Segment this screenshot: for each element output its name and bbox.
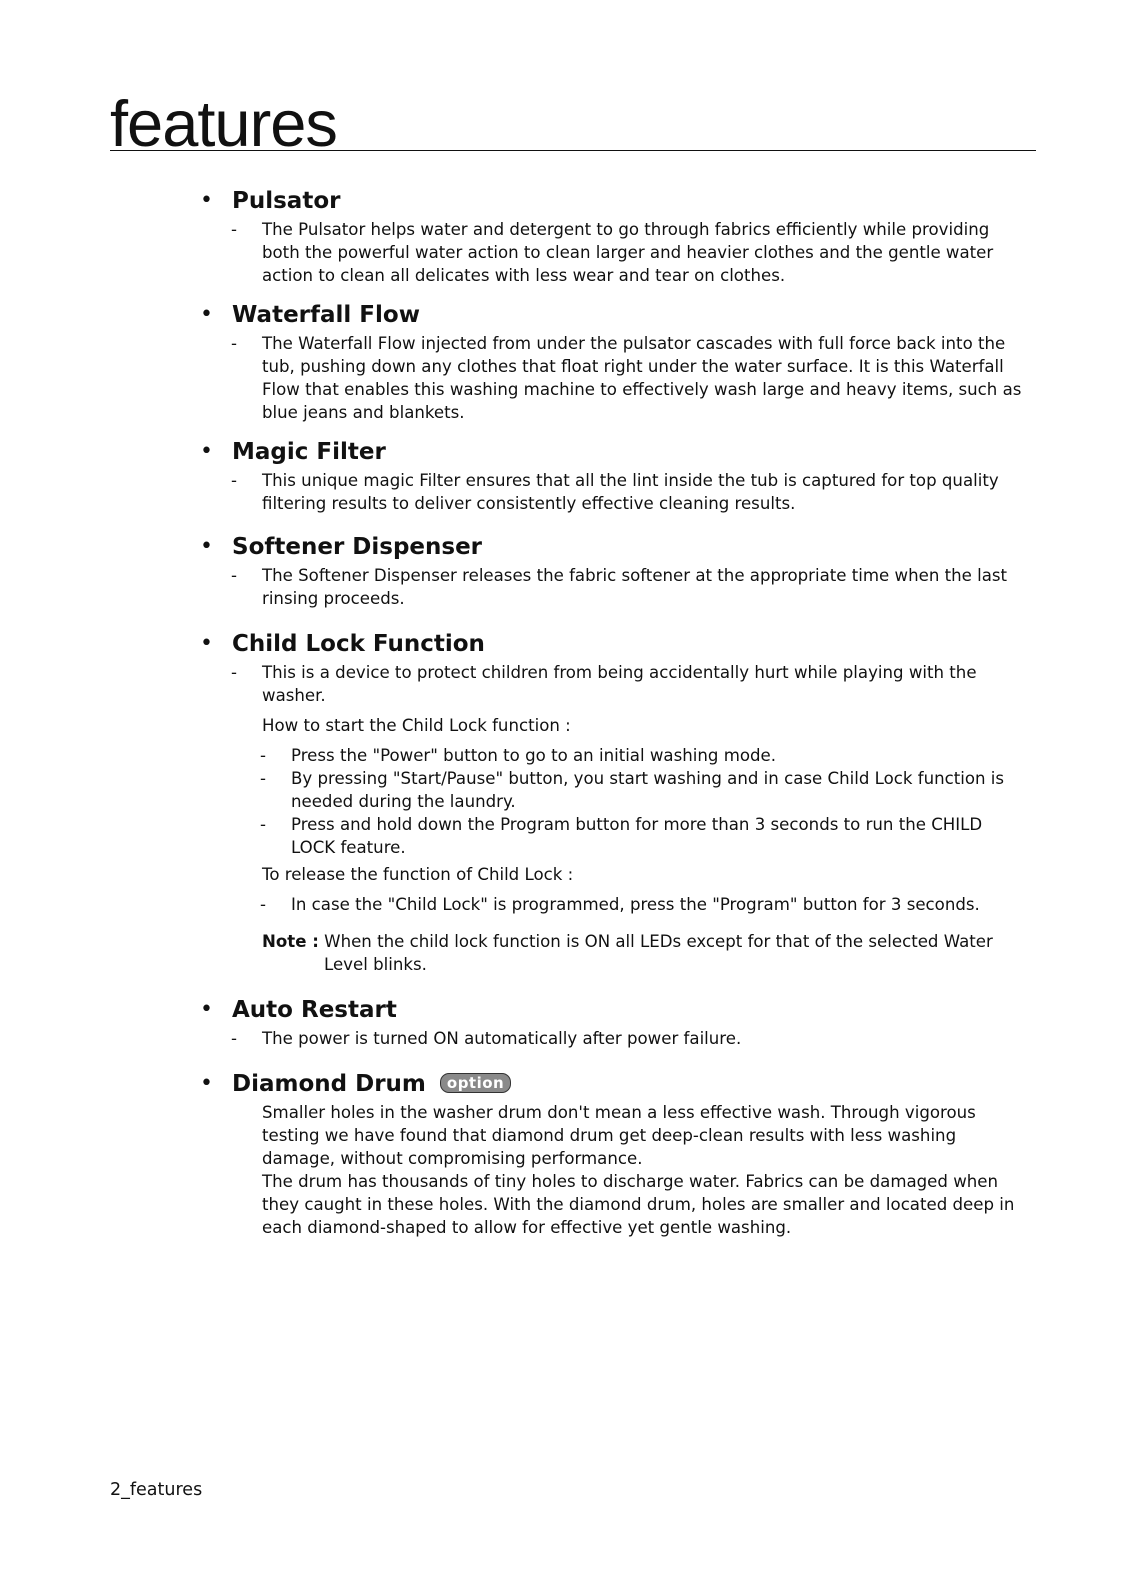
step-item <box>200 744 1030 767</box>
section-title-text: Diamond Drum <box>232 1071 426 1097</box>
section-auto-restart <box>200 995 1030 1050</box>
step-item <box>200 813 1030 859</box>
dash-icon: - <box>231 1029 237 1048</box>
dash-icon: - <box>231 220 237 239</box>
option-badge: option <box>440 1073 511 1093</box>
list-item <box>200 564 1030 610</box>
section-magic-filter <box>200 437 1030 515</box>
dash-icon: - <box>260 815 266 834</box>
step-item <box>200 767 1030 813</box>
dash-icon: - <box>260 895 266 914</box>
section-header <box>200 629 1030 661</box>
section-title: Pulsator <box>232 188 341 214</box>
section-pulsator <box>200 186 1030 287</box>
step-text: By pressing "Start/Pause" button, you start washing and in case Child Lock function is needed during the laundry. <box>291 769 1005 811</box>
section-header <box>200 186 1030 218</box>
section-title: Waterfall Flow <box>232 302 420 328</box>
dash-icon: - <box>260 769 266 788</box>
section-waterfall-flow <box>200 300 1030 424</box>
bullet-icon: • <box>200 997 213 1022</box>
description-paragraph: Smaller holes in the washer drum don't mean a less effective wash. Through vigorous testing we have found that diamond drum get deep-clean results with less washing damage, without compromising performance. <box>262 1103 976 1168</box>
page-footer: 2_features <box>110 1480 203 1500</box>
item-text: The Waterfall Flow injected from under the pulsator cascades with full force back into the tub, pushing down any clothes that float right under the water surface. It is this Waterfall Flow that enables this washing machine to effectively wash large and heavy items, such as blue jeans and blankets. <box>262 334 1022 422</box>
note-text-continued: Level blinks. <box>324 955 427 974</box>
item-text: The Pulsator helps water and detergent to go through fabrics efficiently while providing both the powerful water action to clean larger and heavier clothes and the gentle water action to clean all delicates with less wear and tear on clothes. <box>262 220 994 285</box>
list-item <box>200 332 1030 424</box>
item-text: This is a device to protect children from being accidentally hurt while playing with the washer. <box>262 663 977 705</box>
section-title <box>232 1069 511 1099</box>
section-header <box>200 995 1030 1027</box>
step-text: In case the "Child Lock" is programmed, press the "Program" button for 3 seconds. <box>291 895 980 914</box>
bullet-icon: • <box>200 439 213 464</box>
item-text: The power is turned ON automatically after power failure. <box>262 1029 742 1048</box>
note-label: Note : <box>262 932 319 951</box>
section-title: Softener Dispenser <box>232 534 483 560</box>
start-heading: How to start the Child Lock function : <box>262 716 571 735</box>
list-item <box>200 1027 1030 1050</box>
step-text: Press and hold down the Program button for more than 3 seconds to run the CHILD LOCK feature. <box>291 815 983 857</box>
note-text: When the child lock function is ON all LEDs except for that of the selected Water <box>324 932 993 951</box>
section-child-lock <box>200 629 1030 976</box>
description-paragraph: The drum has thousands of tiny holes to discharge water. Fabrics can be damaged when they caught in these holes. With the diamond drum, holes are smaller and located deep in each diamond-shaped to allow for effective yet gentle washing. <box>262 1172 1015 1237</box>
bullet-icon: • <box>200 1071 213 1096</box>
bullet-icon: • <box>200 631 213 656</box>
release-heading: To release the function of Child Lock : <box>262 865 574 884</box>
list-item <box>200 469 1030 515</box>
section-title: Child Lock Function <box>232 631 485 657</box>
section-title: Magic Filter <box>232 439 386 465</box>
dash-icon: - <box>231 566 237 585</box>
section-header <box>200 532 1030 564</box>
dash-icon: - <box>231 663 237 682</box>
step-text: Press the "Power" button to go to an initial washing mode. <box>291 746 777 765</box>
section-header <box>200 437 1030 469</box>
list-item <box>200 218 1030 287</box>
page-header <box>110 84 1036 160</box>
bullet-icon: • <box>200 188 213 213</box>
page-title: features <box>110 87 337 160</box>
item-text: The Softener Dispenser releases the fabric softener at the appropriate time when the last rinsing proceeds. <box>262 566 1008 608</box>
bullet-icon: • <box>200 302 213 327</box>
dash-icon: - <box>231 471 237 490</box>
bullet-icon: • <box>200 534 213 559</box>
item-text: This unique magic Filter ensures that all the lint inside the tub is captured for top quality filtering results to deliver consistently effective cleaning results. <box>262 471 999 513</box>
step-item <box>200 893 1030 916</box>
section-softener-dispenser <box>200 532 1030 610</box>
note <box>200 930 1030 976</box>
section-title: Auto Restart <box>232 997 397 1023</box>
features-content <box>200 186 1030 1239</box>
list-item <box>200 661 1030 707</box>
section-header <box>200 1069 1030 1101</box>
dash-icon: - <box>231 334 237 353</box>
section-header <box>200 300 1030 332</box>
dash-icon: - <box>260 746 266 765</box>
section-diamond-drum <box>200 1069 1030 1239</box>
